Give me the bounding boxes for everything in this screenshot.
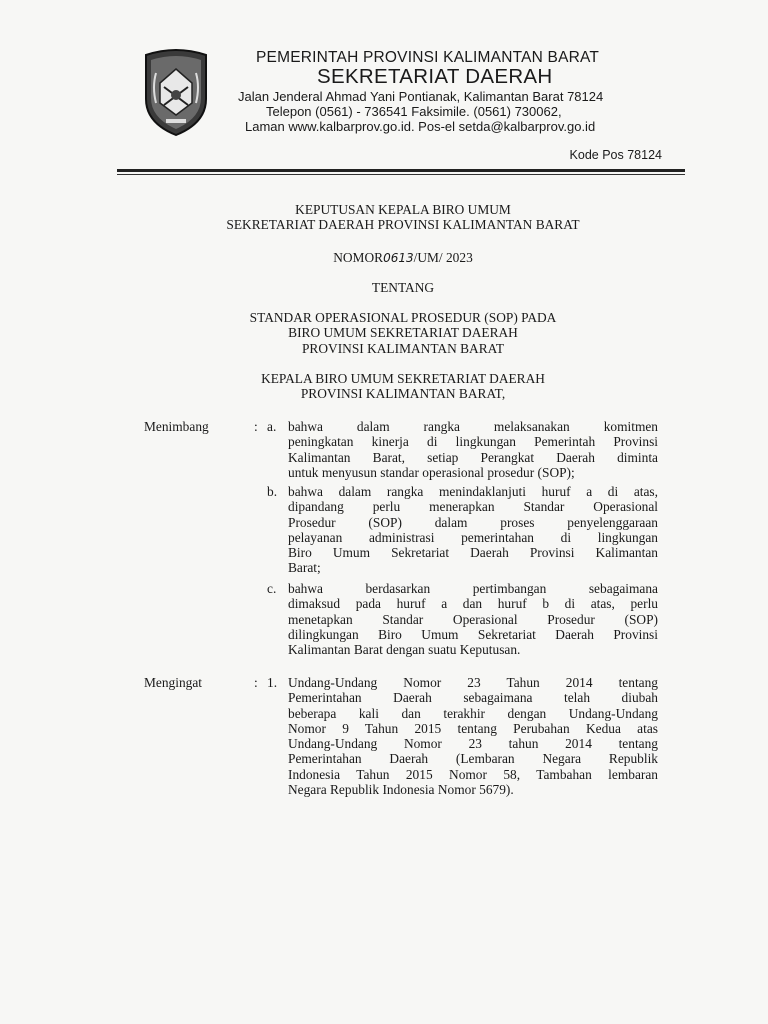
letterhead-divider-thick xyxy=(117,169,685,172)
text-line: Barat; xyxy=(288,560,321,576)
letterhead-office: SEKRETARIAT DAERAH xyxy=(317,65,553,88)
menimbang-colon: : xyxy=(254,419,258,434)
decree-title-line-1: KEPUTUSAN KEPALA BIRO UMUM xyxy=(295,202,511,217)
letterhead-postal-code: Kode Pos 78124 xyxy=(569,148,662,162)
decree-number-handwritten: 0613 xyxy=(383,251,414,265)
text-line: pelayanan administrasi pemerintahan di lingkungan xyxy=(288,529,658,545)
menimbang-b-text xyxy=(288,484,658,576)
text-line: Kalimantan Barat, setiap Perangkat Daerah diminta xyxy=(288,449,658,465)
decree-issuer-line-2: PROVINSI KALIMANTAN BARAT, xyxy=(300,386,506,401)
menimbang-label: Menimbang xyxy=(144,419,209,434)
decree-issuer-line-1: KEPALA BIRO UMUM SEKRETARIAT DAERAH xyxy=(261,371,545,386)
text-line: bahwa dalam rangka menindaklanjuti huruf a di atas, xyxy=(288,484,658,499)
text-line: dimaksud pada huruf a dan huruf b di atas, perlu xyxy=(288,596,658,612)
text-line: Undang-Undang Nomor 23 Tahun 2014 tentang xyxy=(288,675,658,690)
menimbang-a-mark: a. xyxy=(267,419,277,434)
menimbang-c-text xyxy=(288,581,658,657)
text-line: dipandang perlu menerapkan Standar Operasional xyxy=(288,499,658,515)
text-line: Indonesia Tahun 2015 Nomor 58, Tambahan lembaran xyxy=(288,766,658,782)
mengingat-1-text xyxy=(288,675,658,797)
decree-subject-line-1: STANDAR OPERASIONAL PROSEDUR (SOP) PADA xyxy=(249,310,557,325)
text-line: dilingkungan Biro Umum Sekretariat Daerah Provinsi xyxy=(288,626,658,642)
letterhead-government: PEMERINTAH PROVINSI KALIMANTAN BARAT xyxy=(256,49,600,66)
text-line: bahwa dalam rangka melaksanakan komitmen xyxy=(288,419,658,434)
decree-subject-line-2: BIRO UMUM SEKRETARIAT DAERAH xyxy=(288,325,518,340)
text-line: menetapkan Standar Operasional Prosedur (SOP) xyxy=(288,611,658,627)
letterhead-phone: Telepon (0561) - 736541 Faksimile. (0561) 730062, xyxy=(266,104,562,119)
text-line: Negara Republik Indonesia Nomor 5679). xyxy=(288,782,514,798)
text-line: Prosedur (SOP) dalam proses penyelenggaraan xyxy=(288,514,658,530)
text-line: beberapa kali dan terakhir dengan Undang-Undang xyxy=(288,705,658,721)
text-line: peningkatan kinerja di lingkungan Pemerintah Provinsi xyxy=(288,434,658,450)
letterhead-website: Laman www.kalbarprov.go.id. Pos-el setda@kalbarprov.go.id xyxy=(245,119,596,134)
decree-number-prefix: NOMOR xyxy=(333,250,384,265)
text-line: bahwa berdasarkan pertimbangan sebagaimana xyxy=(288,581,658,596)
decree-tentang: TENTANG xyxy=(371,280,435,295)
mengingat-1-mark: 1. xyxy=(267,675,278,690)
text-line: Undang-Undang Nomor 23 tahun 2014 tentang xyxy=(288,736,658,752)
text-line: Nomor 9 Tahun 2015 tentang Perubahan Kedua atas xyxy=(288,720,658,736)
mengingat-colon: : xyxy=(254,675,258,690)
text-line: untuk menyusun standar operasional prosedur (SOP); xyxy=(288,464,575,480)
text-line: Pemerintahan Daerah sebagaimana telah diubah xyxy=(288,690,658,706)
text-line: Biro Umum Sekretariat Daerah Provinsi Kalimantan xyxy=(288,545,658,561)
menimbang-a-text xyxy=(288,419,658,480)
text-line: Pemerintahan Daerah (Lembaran Negara Republik xyxy=(288,751,658,767)
decree-number-suffix: /UM/ 2023 xyxy=(413,250,473,265)
menimbang-b-mark: b. xyxy=(267,484,278,499)
decree-title-line-2: SEKRETARIAT DAERAH PROVINSI KALIMANTAN BARAT xyxy=(226,217,580,232)
text-line: Kalimantan Barat dengan suatu Keputusan. xyxy=(288,642,521,658)
letterhead-address: Jalan Jenderal Ahmad Yani Pontianak, Kalimantan Barat 78124 xyxy=(238,89,604,104)
menimbang-c-mark: c. xyxy=(267,581,277,596)
decree-number xyxy=(117,250,689,266)
decree-subject-line-3: PROVINSI KALIMANTAN BARAT xyxy=(301,341,505,356)
mengingat-label: Mengingat xyxy=(144,675,203,690)
province-emblem-logo xyxy=(140,47,212,137)
letterhead-divider-thin xyxy=(117,174,685,175)
